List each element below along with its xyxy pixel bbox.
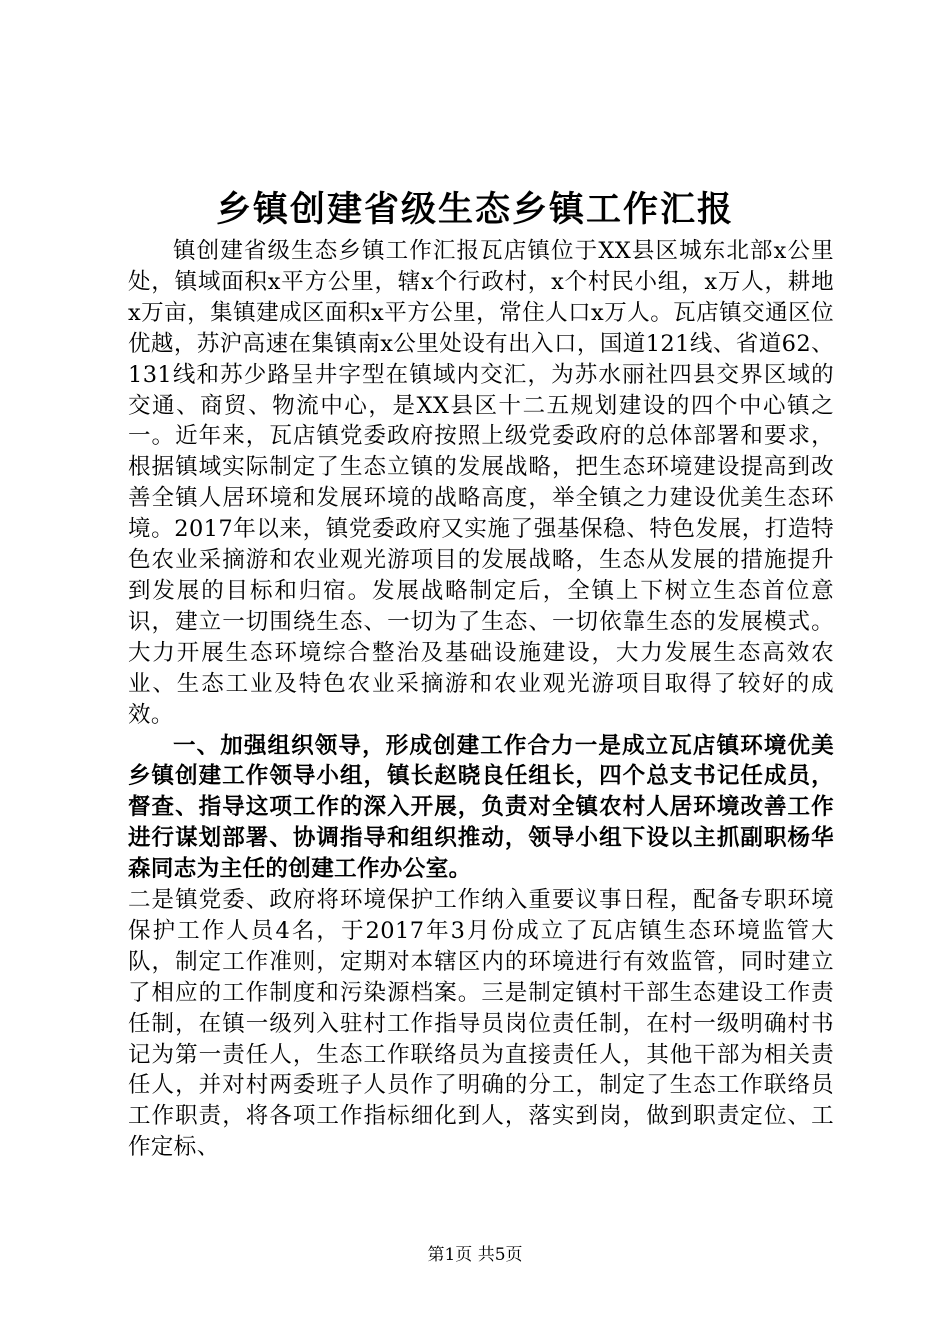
page-footer: 第1页 共5页 bbox=[427, 1245, 523, 1265]
intro-paragraph: 镇创建省级生态乡镇工作汇报瓦店镇位于XX县区城东北部x公里处，镇域面积x平方公里，辖x个行政村，x个村民小组，x万人，耕地x万亩，集镇建成区面积x平方公里，常住人口x万人。瓦店镇交通区位优越，苏沪高速在集镇南x公里处设有出入口，国道121线、省道62、131线和苏少路呈井字型在镇域内交汇，为苏水丽社四县交界区域的交通、商贸、物流中心，是XX县区十二五规划建设的四个中心镇之一。近年来，瓦店镇党委政府按照上级党委政府的总体部署和要求，根据镇域实际制定了生态立镇的发展战略，把生态环境建设提高到改善全镇人居环境和发展环境的战略高度，举全镇之力建设优美生态环境。2017年以来，镇党委政府又实施了强基保稳、特色发展，打造特色农业采摘游和农业观光游项目的发展战略，生态从发展的措施提升到发展的目标和归宿。发展战略制定后，全镇上下树立生态首位意识，建立一切围绕生态、一切为了生态、一切依靠生态的发展模式。大力开展生态环境综合整治及基础设施建设，大力发展生态高效农业、生态工业及特色农业采摘游和农业观光游项目取得了较好的成效。 bbox=[128, 238, 834, 728]
section-1-heading-paragraph: 一、加强组织领导，形成创建工作合力一是成立瓦店镇环境优美乡镇创建工作领导小组，镇长赵晓良任组长，四个总支书记任成员，督查、指导这项工作的深入开展，负责对全镇农村人居环境改善工作进行谋划部署、协调指导和组织推动，领导小组下设以主抓副职杨华森同志为主任的创建工作办公室。 bbox=[128, 732, 834, 883]
document-title: 乡镇创建省级生态乡镇工作汇报 bbox=[215, 189, 734, 230]
section-1-body-paragraph: 二是镇党委、政府将环境保护工作纳入重要议事日程，配备专职环境保护工作人员4名，于2017年3月份成立了瓦店镇生态环境监管大队，制定工作准则，定期对本辖区内的环境进行有效监管，同时建立了相应的工作制度和污染源档案。三是制定镇村干部生态建设工作责任制，在镇一级列入驻村工作指导员岗位责任制，在村一级明确村书记为第一责任人，生态工作联络员为直接责任人，其他干部为相关责任人，并对村两委班子人员作了明确的分工，制定了生态工作联络员工作职责，将各项工作指标细化到人，落实到岗，做到职责定位、工作定标、 bbox=[128, 887, 834, 1161]
document-body bbox=[128, 236, 834, 1163]
